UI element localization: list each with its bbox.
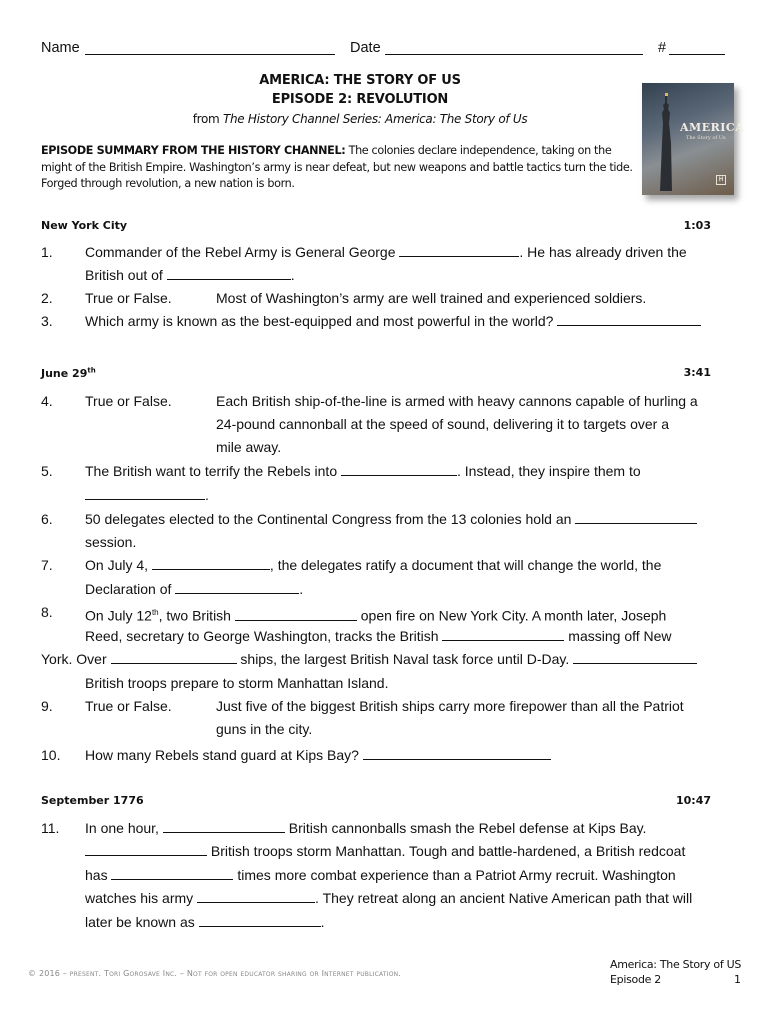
question-number: 3. — [41, 313, 53, 329]
section-timestamp: 10:47 — [675, 794, 711, 807]
question-text: session. — [85, 534, 137, 550]
answer-blank[interactable] — [167, 265, 291, 280]
page-number: 1 — [734, 973, 741, 986]
question-text: guns in the city. — [216, 721, 313, 737]
question-text: . Instead, they inspire them to — [457, 463, 641, 479]
question-text: Commander of the Rebel Army is General George — [85, 244, 400, 260]
answer-blank[interactable] — [111, 865, 233, 880]
section-title: New York City — [41, 219, 128, 232]
question-text: Most of Washington’s army are well trained and experienced soldiers. — [216, 290, 647, 306]
section-title: September 1776 — [41, 794, 144, 807]
question-number: 5. — [41, 463, 53, 479]
number-label: # — [658, 40, 667, 56]
question-text: How many Rebels stand guard at Kips Bay? — [85, 747, 363, 763]
question-text: has — [85, 867, 112, 883]
question-number: 8. — [41, 604, 53, 620]
question-text: Each British ship-of-the-line is armed with heavy cannons capable of hurling a — [216, 393, 698, 409]
answer-blank[interactable] — [442, 626, 564, 641]
copyright-notice: © 2016 – present. Tori Gorosave Inc. – Not for open educator sharing or Internet publication. — [28, 969, 402, 978]
date-label: Date — [350, 40, 381, 56]
source-line — [150, 112, 570, 126]
name-label: Name — [41, 40, 80, 56]
true-false-label: True or False. — [85, 698, 172, 714]
cover-title: AMERICA — [680, 121, 745, 134]
episode-title: EPISODE 2: REVOLUTION — [271, 92, 449, 107]
answer-blank[interactable] — [111, 649, 237, 664]
answer-blank[interactable] — [197, 888, 315, 903]
answer-blank[interactable] — [163, 818, 285, 833]
question-text: Declaration of — [85, 581, 176, 597]
question-text: . — [299, 581, 304, 597]
footer-episode: Episode 2 — [610, 973, 661, 986]
answer-blank[interactable] — [175, 579, 299, 594]
answer-blank[interactable] — [85, 485, 205, 500]
question-number: 1. — [41, 244, 53, 260]
answer-blank[interactable] — [557, 311, 701, 326]
question-number: 11. — [41, 820, 60, 836]
question-number: 4. — [41, 393, 53, 409]
summary-label: EPISODE SUMMARY FROM THE HISTORY CHANNEL: — [41, 144, 346, 157]
question-text: British troops storm Manhattan. Tough and battle-hardened, a British redcoat — [207, 843, 686, 859]
question-text: British out of — [85, 267, 167, 283]
true-false-label: True or False. — [85, 393, 172, 409]
answer-blank[interactable] — [235, 606, 357, 621]
section-title: June 29th — [41, 366, 96, 380]
answer-blank[interactable] — [152, 555, 270, 570]
true-false-label: True or False. — [85, 290, 172, 306]
question-text: On July 4, — [85, 557, 152, 573]
name-field[interactable] — [85, 40, 335, 55]
worksheet-title: AMERICA: THE STORY OF US — [259, 73, 461, 88]
question-text: . — [205, 487, 209, 503]
question-text: The British want to terrify the Rebels into — [85, 463, 341, 479]
episode-summary — [41, 143, 633, 193]
answer-blank[interactable] — [363, 745, 551, 760]
question-text: . He has already driven the — [519, 244, 687, 260]
question-text: British troops prepare to storm Manhattan Island. — [85, 675, 389, 691]
footer-series-info — [610, 957, 741, 987]
question-text: 24-pound cannonball at the speed of sound, delivering it to targets over a — [216, 416, 669, 432]
question-text: Reed, secretary to George Washington, tracks the British — [85, 628, 443, 644]
answer-blank[interactable] — [341, 461, 457, 476]
answer-blank[interactable] — [573, 649, 697, 664]
question-number: 7. — [41, 557, 53, 573]
question-number: 9. — [41, 698, 53, 714]
question-text: 50 delegates elected to the Continental Congress from the 13 colonies hold an — [85, 511, 576, 527]
history-logo-icon: H — [716, 175, 726, 185]
question-text: Just five of the biggest British ships carry more firepower than all the Patriot — [216, 698, 684, 714]
cover-subtitle: The Story of Us — [686, 135, 726, 141]
answer-blank[interactable] — [575, 509, 697, 524]
number-field[interactable] — [669, 40, 725, 55]
date-field[interactable] — [385, 40, 643, 55]
footer-series: America: The Story of US — [610, 958, 742, 971]
section-timestamp: 1:03 — [683, 219, 711, 232]
answer-blank[interactable] — [399, 242, 519, 257]
question-text: mile away. — [216, 439, 282, 455]
question-text: , the delegates ratify a document that will change the world, the — [269, 557, 662, 573]
source-prefix: from — [192, 112, 220, 126]
question-number: 2. — [41, 290, 53, 306]
statue-of-liberty-icon — [656, 93, 676, 191]
question-text: York. Over — [41, 651, 111, 667]
section-header-september-1776 — [41, 794, 711, 807]
question-text: watches his army — [85, 890, 198, 906]
answer-blank[interactable] — [85, 841, 207, 856]
question-number: 10. — [41, 747, 61, 763]
summary-text: The colonies declare independence, taking on the might of the British Empire. Washington’s army is near defeat, but new weapons and battle tactics turn the tide. Forged through revolution, a new nation is born. — [41, 144, 633, 190]
question-number: 6. — [41, 511, 53, 527]
question-text: . — [290, 267, 295, 283]
question-text: In one hour, — [85, 820, 163, 836]
source-series: The History Channel Series: America: The Story of Us — [222, 112, 528, 126]
section-header-new-york — [41, 219, 711, 232]
question-text: later be known as — [85, 914, 199, 930]
question-text: Which army is known as the best-equipped and most powerful in the world? — [85, 313, 558, 329]
dvd-cover-image — [642, 83, 745, 195]
question-text: On July 12 — [85, 607, 152, 624]
student-info-header — [41, 40, 731, 60]
answer-blank[interactable] — [199, 912, 321, 927]
section-timestamp: 3:41 — [683, 366, 711, 379]
section-header-june-29 — [41, 366, 711, 380]
